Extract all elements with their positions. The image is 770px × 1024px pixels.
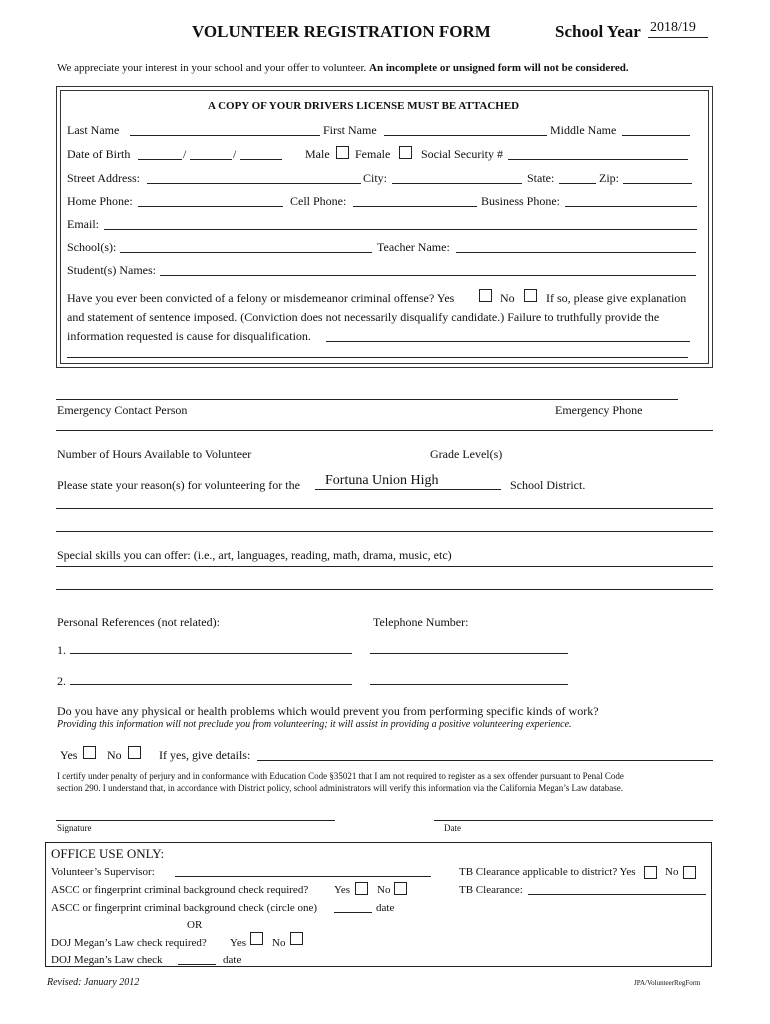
health-yes-label: Yes bbox=[60, 748, 78, 762]
emergency-line[interactable] bbox=[56, 399, 678, 400]
health-details-label: If yes, give details: bbox=[159, 748, 251, 762]
business-phone-label: Business Phone: bbox=[481, 194, 561, 208]
felony-line-3: information requested is cause for disqualification. bbox=[67, 329, 311, 343]
ssn-field[interactable] bbox=[508, 159, 688, 160]
tb-yes-checkbox[interactable] bbox=[644, 866, 657, 879]
felony-question: Have you ever been convicted of a felony or misdemeanor criminal offense? Yes bbox=[67, 291, 455, 305]
state-field[interactable] bbox=[559, 183, 596, 184]
city-label: City: bbox=[363, 171, 388, 185]
signature-field[interactable] bbox=[56, 820, 335, 821]
home-phone-field[interactable] bbox=[138, 206, 283, 207]
school-year-value[interactable]: 2018/19 bbox=[650, 20, 696, 35]
health-note: Providing this information will not preclude you from volunteering; it will assist in providing a positive volunteering experience. bbox=[57, 719, 572, 730]
doj-date-field[interactable] bbox=[178, 964, 216, 965]
middle-name-label: Middle Name bbox=[550, 123, 617, 137]
state-label: State: bbox=[527, 171, 555, 185]
reason-prefix: Please state your reason(s) for volunteering for the bbox=[57, 478, 300, 492]
schools-label: School(s): bbox=[67, 240, 117, 254]
hours-label: Number of Hours Available to Volunteer bbox=[57, 447, 252, 461]
reason-line-1[interactable] bbox=[56, 508, 713, 509]
date-label: Date bbox=[444, 823, 461, 833]
doj-check-label: DOJ Megan’s Law check bbox=[51, 954, 163, 966]
ascc-check-label: ASCC or fingerprint criminal background check (circle one) bbox=[51, 902, 318, 914]
grade-label: Grade Level(s) bbox=[430, 447, 503, 461]
intro-bold: An incomplete or unsigned form will not be considered. bbox=[369, 62, 629, 74]
tb-no-label: No bbox=[665, 866, 679, 878]
health-details-field[interactable] bbox=[257, 760, 713, 761]
health-no-checkbox[interactable] bbox=[128, 746, 141, 759]
ssn-label: Social Security # bbox=[421, 147, 503, 161]
doj-no-checkbox[interactable] bbox=[290, 932, 303, 945]
emergency-phone-label: Emergency Phone bbox=[555, 403, 643, 417]
felony-yes-checkbox[interactable] bbox=[479, 289, 492, 302]
street-field[interactable] bbox=[147, 183, 361, 184]
dob-year-field[interactable] bbox=[240, 159, 282, 160]
ascc-date-field[interactable] bbox=[334, 912, 372, 913]
hours-top-line bbox=[56, 430, 713, 431]
reference-1-phone-field[interactable] bbox=[370, 653, 568, 654]
doj-no-label: No bbox=[272, 937, 286, 949]
doj-required-label: DOJ Megan’s Law check required? bbox=[51, 937, 207, 949]
last-name-field[interactable] bbox=[130, 135, 320, 136]
business-phone-field[interactable] bbox=[565, 206, 697, 207]
certify-line-1: I certify under penalty of perjury and in conformance with Education Code §35021 that I am not required to register as a sex offender pursuant to Penal Code bbox=[57, 771, 624, 781]
dob-label: Date of Birth bbox=[67, 147, 131, 161]
skills-line-1[interactable] bbox=[56, 566, 713, 567]
doj-yes-checkbox[interactable] bbox=[250, 932, 263, 945]
skills-line-2[interactable] bbox=[56, 589, 713, 590]
intro-text bbox=[57, 62, 629, 74]
female-checkbox[interactable] bbox=[399, 146, 412, 159]
district-line bbox=[315, 489, 501, 490]
teacher-name-field[interactable] bbox=[456, 252, 696, 253]
signature-label: Signature bbox=[57, 823, 92, 833]
tb-no-checkbox[interactable] bbox=[683, 866, 696, 879]
teacher-name-label: Teacher Name: bbox=[377, 240, 450, 254]
dob-month-field[interactable] bbox=[138, 159, 182, 160]
district-value[interactable]: Fortuna Union High bbox=[325, 473, 439, 488]
or-label: OR bbox=[187, 919, 203, 931]
health-yes-checkbox[interactable] bbox=[83, 746, 96, 759]
first-name-label: First Name bbox=[323, 123, 377, 137]
doj-date-label: date bbox=[223, 954, 242, 966]
dob-sep-1: / bbox=[183, 147, 187, 161]
ascc-no-label: No bbox=[377, 884, 391, 896]
male-checkbox[interactable] bbox=[336, 146, 349, 159]
reference-2-number: 2. bbox=[57, 674, 66, 688]
tb-clearance-label: TB Clearance: bbox=[459, 884, 523, 896]
felony-explanation-field-1[interactable] bbox=[326, 341, 690, 342]
reason-line-2[interactable] bbox=[56, 531, 713, 532]
dob-day-field[interactable] bbox=[190, 159, 232, 160]
last-name-label: Last Name bbox=[67, 123, 120, 137]
zip-label: Zip: bbox=[599, 171, 619, 185]
license-heading: A COPY OF YOUR DRIVERS LICENSE MUST BE ATTACHED bbox=[208, 100, 520, 112]
form-file-id: JPA/VolunteerRegForm bbox=[634, 979, 701, 987]
revised-date: Revised: January 2012 bbox=[47, 977, 140, 988]
ascc-yes-checkbox[interactable] bbox=[355, 882, 368, 895]
email-label: Email: bbox=[67, 217, 99, 231]
reference-1-number: 1. bbox=[57, 643, 66, 657]
doj-yes-label: Yes bbox=[230, 937, 247, 949]
male-label: Male bbox=[305, 147, 330, 161]
city-field[interactable] bbox=[392, 183, 522, 184]
ascc-date-label: date bbox=[376, 902, 395, 914]
cell-phone-label: Cell Phone: bbox=[290, 194, 347, 208]
schools-field[interactable] bbox=[120, 252, 372, 253]
date-field[interactable] bbox=[434, 820, 713, 821]
cell-phone-field[interactable] bbox=[353, 206, 477, 207]
reference-2-phone-field[interactable] bbox=[370, 684, 568, 685]
dob-sep-2: / bbox=[233, 147, 237, 161]
felony-explain: If so, please give explanation bbox=[546, 291, 687, 305]
tb-applicable-label: TB Clearance applicable to district? Yes bbox=[459, 866, 636, 878]
ascc-no-checkbox[interactable] bbox=[394, 882, 407, 895]
skills-label: Special skills you can offer: (i.e., art, languages, reading, math, drama, music, etc) bbox=[57, 548, 452, 562]
reference-1-name-field[interactable] bbox=[70, 653, 352, 654]
ascc-required-label: ASCC or fingerprint criminal background check required? bbox=[51, 884, 309, 896]
references-label: Personal References (not related): bbox=[57, 615, 220, 629]
reference-2-name-field[interactable] bbox=[70, 684, 352, 685]
students-label: Student(s) Names: bbox=[67, 263, 156, 277]
home-phone-label: Home Phone: bbox=[67, 194, 133, 208]
supervisor-label: Volunteer’s Supervisor: bbox=[51, 866, 155, 878]
female-label: Female bbox=[355, 147, 391, 161]
students-field[interactable] bbox=[160, 275, 696, 276]
felony-no-checkbox[interactable] bbox=[524, 289, 537, 302]
middle-name-field[interactable] bbox=[622, 135, 690, 136]
felony-explanation-field-2[interactable] bbox=[67, 357, 688, 358]
form-title: VOLUNTEER REGISTRATION FORM bbox=[192, 22, 491, 41]
felony-line-2: and statement of sentence imposed. (Conviction does not necessarily disqualify candidate.) Failure to truthfully provide the bbox=[67, 310, 660, 324]
certify-line-2: section 290. I understand that, in accordance with District policy, school administrators will verify this information via the California Megan’s Law database. bbox=[57, 783, 624, 793]
school-year-line bbox=[648, 37, 708, 38]
reason-suffix: School District. bbox=[510, 478, 586, 492]
felony-no-label: No bbox=[500, 291, 515, 305]
health-question: Do you have any physical or health problems which would prevent you from performing specific kinds of work? bbox=[57, 704, 599, 718]
street-label: Street Address: bbox=[67, 171, 140, 185]
zip-field[interactable] bbox=[623, 183, 692, 184]
references-phone-label: Telephone Number: bbox=[373, 615, 469, 629]
email-field[interactable] bbox=[104, 229, 697, 230]
ascc-yes-label: Yes bbox=[334, 884, 351, 896]
office-title: OFFICE USE ONLY: bbox=[51, 846, 165, 861]
supervisor-field[interactable] bbox=[175, 876, 431, 877]
first-name-field[interactable] bbox=[384, 135, 547, 136]
health-no-label: No bbox=[107, 748, 122, 762]
emergency-contact-label: Emergency Contact Person bbox=[57, 403, 188, 417]
intro-plain: We appreciate your interest in your school and your offer to volunteer. bbox=[57, 62, 367, 74]
tb-clearance-field[interactable] bbox=[528, 894, 706, 895]
school-year-label: School Year bbox=[555, 22, 641, 41]
